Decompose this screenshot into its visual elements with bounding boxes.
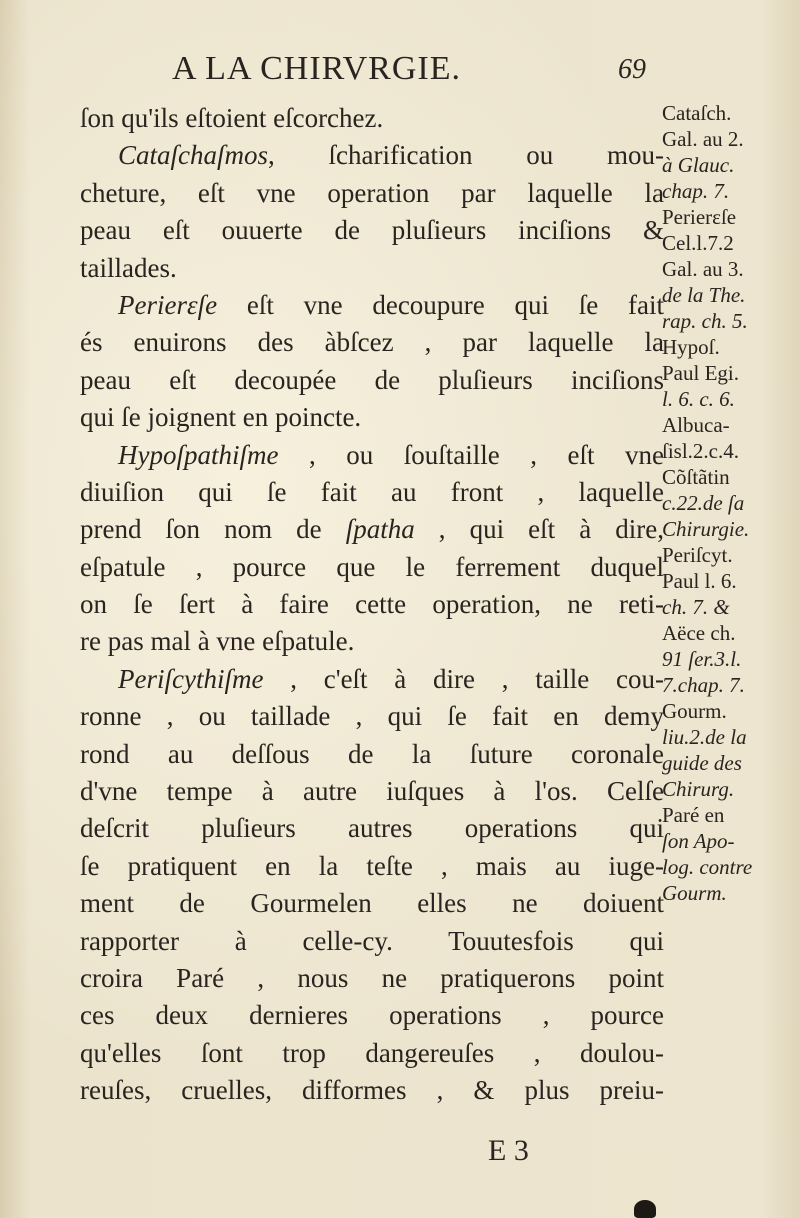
margin-note: l. 6. c. 6. — [662, 387, 735, 411]
running-title: A LA CHIRVRGIE. — [172, 50, 462, 87]
margin-note: log. contre — [662, 855, 753, 879]
line-text: prend ſon nom de — [80, 514, 346, 545]
line-text: rapporter à celle-cy. Touutesfois qui — [80, 925, 664, 956]
margin-note: Gal. au 2. — [662, 127, 744, 151]
text-line — [80, 848, 664, 885]
margin-note: Periſcyt. — [662, 543, 733, 567]
text-line — [80, 773, 664, 810]
line-text: rond au deſſous de la ſuture coronale — [80, 738, 664, 769]
margin-note: rap. ch. 5. — [662, 309, 748, 333]
margin-note: Gal. au 3. — [662, 257, 744, 281]
line-text: peau eſt decoupée de pluſieurs inciſions — [80, 364, 664, 395]
italic-term: ſpatha — [345, 514, 415, 545]
line-text: d'vne tempe à autre iuſques à l'os. Celſe — [80, 776, 664, 807]
margin-note: liu.2.de la — [662, 725, 747, 749]
margin-note: à Glauc. — [662, 153, 735, 177]
text-line — [80, 1035, 664, 1072]
margin-note: guide des — [662, 751, 742, 775]
margin-note: Hypoſ. — [662, 335, 720, 359]
line-text: ces deux dernieres operations , pource — [80, 1000, 664, 1031]
line-text: qui ſe joignent en poincte. — [80, 402, 362, 433]
text-line — [80, 997, 664, 1034]
line-text: re pas mal à vne eſpatule. — [80, 626, 355, 657]
text-line — [80, 137, 664, 174]
italic-term: Periſcythiſme — [118, 663, 264, 694]
line-text: ſe pratiquent en la teſte , mais au iuge- — [80, 850, 664, 881]
text-line — [80, 1072, 664, 1109]
text-line — [80, 623, 664, 660]
text-line — [80, 960, 664, 997]
margin-note: ſon Apo- — [662, 829, 735, 853]
italic-term: Hypoſpathiſme — [118, 439, 279, 470]
text-line — [80, 698, 664, 735]
margin-note: Perierɛſe — [662, 205, 737, 229]
line-text: eſt vne decoupure qui ſe fait — [217, 289, 664, 320]
margin-note: Chirurgie. — [662, 517, 750, 541]
line-text: , qui eſt à dire, — [414, 514, 664, 545]
text-line — [80, 324, 664, 361]
text-line — [80, 250, 664, 287]
margin-note: Gourm. — [662, 881, 727, 905]
page-header — [0, 50, 800, 100]
margin-note: ſisl.2.c.4. — [662, 439, 739, 463]
text-line — [80, 810, 664, 847]
line-text: , c'eſt à dire , taille cou- — [263, 663, 664, 694]
text-line — [80, 549, 664, 586]
margin-note: Chirurg. — [662, 777, 735, 801]
line-text: és enuirons des àbſcez , par laquelle la — [80, 327, 664, 358]
margin-note: de la The. — [662, 283, 746, 307]
margin-note: 7.chap. 7. — [662, 673, 745, 697]
margin-note: c.22.de ſa — [662, 491, 745, 515]
main-text — [80, 100, 664, 1110]
text-line — [80, 212, 664, 249]
line-text: deſcrit pluſieurs autres operations qui — [80, 813, 664, 844]
text-line — [80, 287, 664, 324]
line-text: diuiſion qui ſe fait au front , laquelle — [80, 476, 664, 507]
italic-term: Cataſchaſmos — [118, 140, 269, 171]
line-text: ment de Gourmelen elles ne doiuent — [80, 888, 664, 919]
line-text: peau eſt ouuerte de pluſieurs inciſions & — [80, 215, 664, 246]
line-text: cheture, eſt vne operation par laquelle la — [80, 177, 664, 208]
text-line — [80, 511, 664, 548]
text-line — [80, 885, 664, 922]
line-text: , ſcharification ou mou- — [268, 140, 664, 171]
ink-blot — [634, 1200, 656, 1218]
text-line — [80, 586, 664, 623]
margin-note: 91 ſer.3.l. — [662, 647, 742, 671]
signature-mark: E 3 — [488, 1134, 529, 1167]
italic-term: Perierɛſe — [118, 289, 218, 320]
margin-note: Cataſch. — [662, 101, 732, 125]
margin-note: Paré en — [662, 803, 725, 827]
margin-note: Albuca- — [662, 413, 730, 437]
line-text: , ou ſouſtaille , eſt vne — [278, 439, 664, 470]
line-text: reuſes, cruelles, difformes , & plus preiu- — [80, 1075, 664, 1106]
margin-note: Cel.l.7.2 — [662, 231, 734, 255]
text-line — [80, 175, 664, 212]
line-text: on ſe ſert à faire cette operation, ne reti- — [80, 589, 664, 620]
text-line — [80, 661, 664, 698]
line-text: taillades. — [80, 252, 177, 283]
text-line — [80, 736, 664, 773]
margin-note: ch. 7. & — [662, 595, 730, 619]
line-text: qu'elles ſont trop dangereuſes , doulou- — [80, 1037, 664, 1068]
text-line — [80, 437, 664, 474]
text-line — [80, 923, 664, 960]
line-text: croira Paré , nous ne pratiquerons point — [80, 962, 664, 993]
margin-note: Cõſtãtin — [662, 465, 730, 489]
text-line — [80, 362, 664, 399]
margin-note: Aëce ch. — [662, 621, 736, 645]
text-line — [80, 100, 664, 137]
line-text: eſpatule , pource que le ferrement duquel — [80, 551, 664, 582]
line-text: ronne , ou taillade , qui ſe fait en demy — [80, 701, 664, 732]
line-text: ſon qu'ils eſtoient eſcorchez. — [80, 103, 384, 133]
margin-note: Paul Egi. — [662, 361, 739, 385]
margin-note: Paul l. 6. — [662, 569, 737, 593]
margin-note: Gourm. — [662, 699, 727, 723]
text-line — [80, 474, 664, 511]
margin-note: chap. 7. — [662, 179, 730, 203]
text-line — [80, 399, 664, 436]
page-number: 69 — [618, 54, 646, 85]
margin-notes — [662, 100, 794, 906]
